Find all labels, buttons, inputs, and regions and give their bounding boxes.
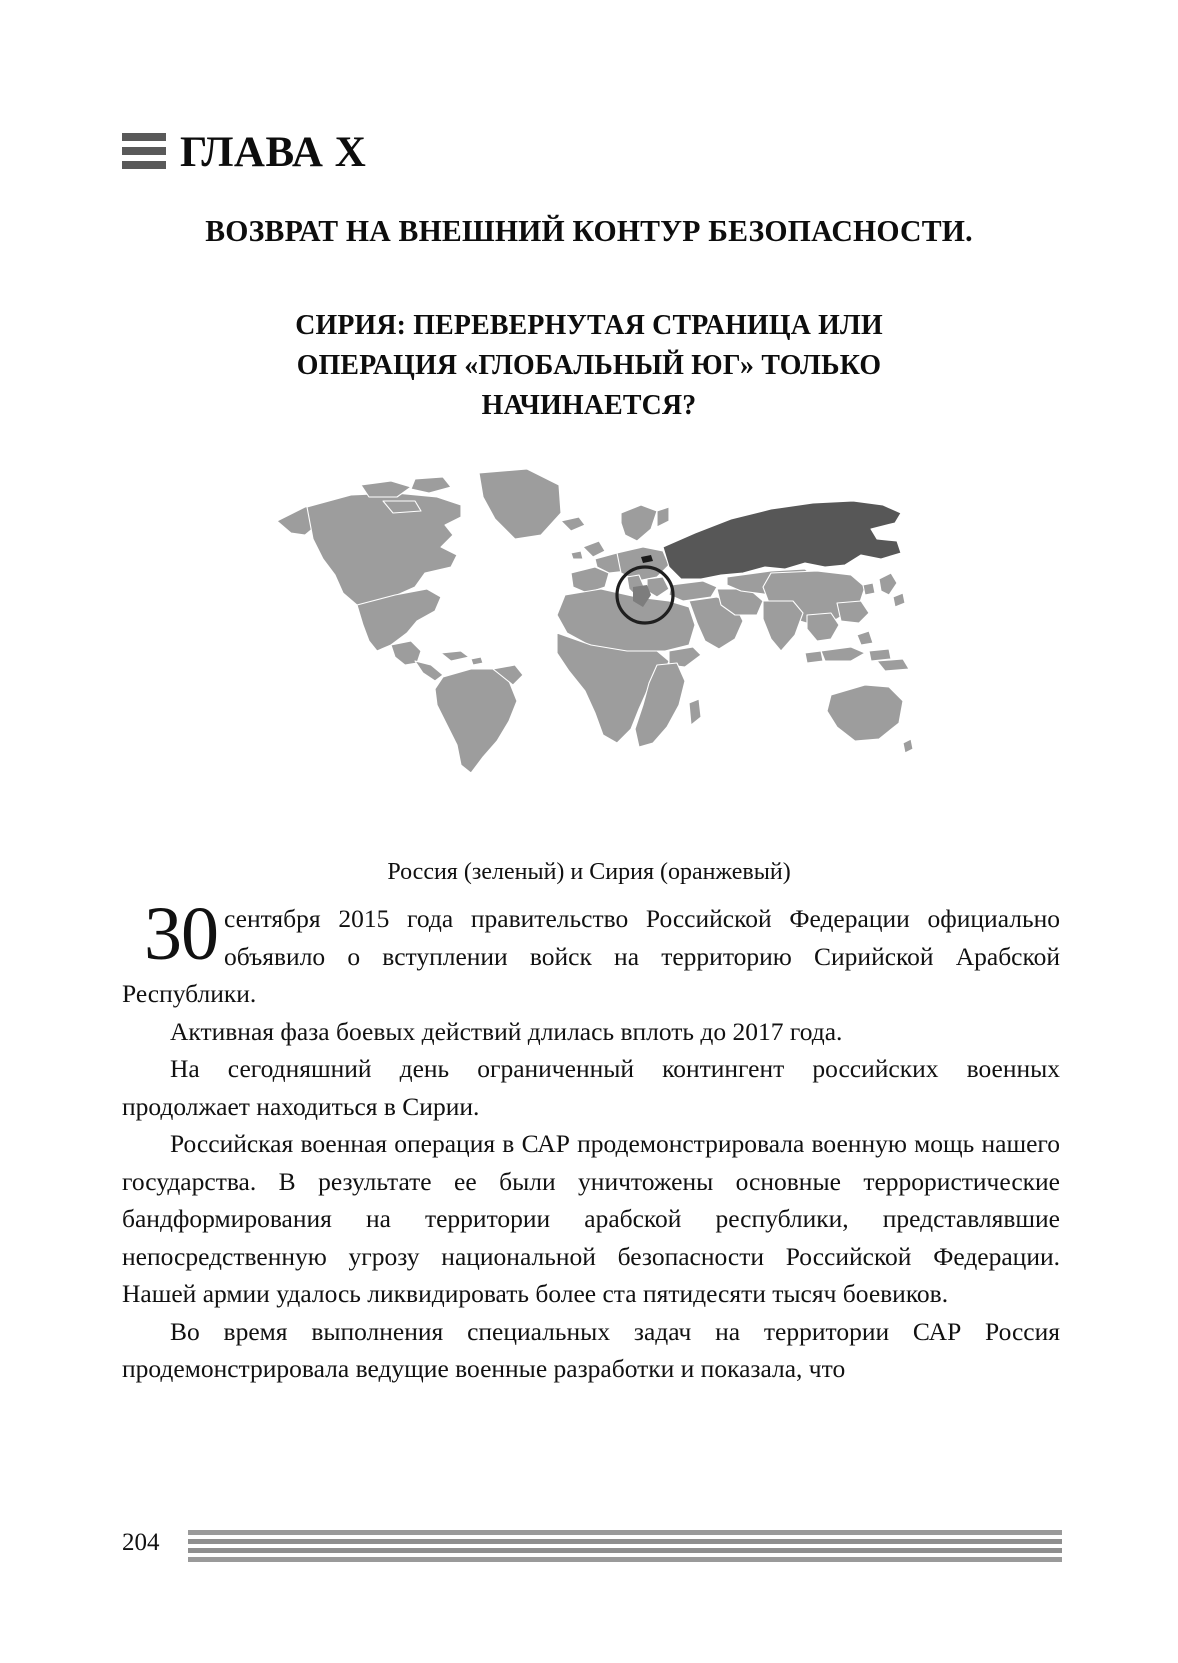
russia-highlight	[663, 501, 901, 579]
headline-primary: ВОЗВРАТ НА ВНЕШНИЙ КОНТУР БЕЗОПАСНОСТИ.	[205, 213, 973, 248]
paragraph-1-text: сентября 2015 года правительство Российской Федерации официально объявило о вступлении войск на территорию Сирийской Арабской Республики.	[122, 904, 1060, 1008]
page-footer	[122, 1520, 1062, 1566]
paragraph-2: Активная фаза боевых действий длилась вплоть до 2017 года.	[170, 1016, 843, 1046]
paragraph-4: Российская военная операция в САР продемонстрировала военную мощь нашего государства. В результате ее были уничтожены основные террористические бандформирования на территории арабской республики, представлявшие непосредственную угрозу национальной безопасности Российской Федерации. Нашей армии удалось ликвидировать более ста пятидесяти тысяч боевиков.	[122, 1129, 1060, 1308]
headline-secondary-line-1: СИРИЯ: ПЕРЕВЕРНУТАЯ СТРАНИЦА ИЛИ	[295, 309, 883, 341]
footer-ornament-bars	[188, 1522, 1062, 1564]
world-map-figure	[265, 455, 913, 785]
chapter-title: ГЛАВА X	[180, 129, 367, 176]
drop-cap: 30	[144, 892, 218, 976]
page-number: 204	[122, 1529, 160, 1556]
body-text	[122, 892, 1060, 1388]
headline-secondary-line-2: ОПЕРАЦИЯ «ГЛОБАЛЬНЫЙ ЮГ» ТОЛЬКО	[296, 349, 882, 382]
headline-secondary-line-3: НАЧИНАЕТСЯ?	[481, 389, 697, 422]
paragraph-3: На сегодняшний день ограниченный контингент российских военных продолжает находиться в Сирии.	[122, 1054, 1060, 1121]
figure-caption: Россия (зеленый) и Сирия (оранжевый)	[387, 859, 791, 885]
hamburger-bars-icon	[122, 133, 166, 169]
paragraph-1	[122, 892, 1060, 1013]
paragraph-5: Во время выполнения специальных задач на территории САР Россия продемонстрировала ведущие военные разработки и показала, что	[122, 1316, 1060, 1383]
chapter-heading	[122, 131, 366, 174]
headline-secondary	[168, 305, 1011, 425]
map-landmasses	[277, 469, 913, 773]
world-map-svg	[265, 455, 913, 785]
